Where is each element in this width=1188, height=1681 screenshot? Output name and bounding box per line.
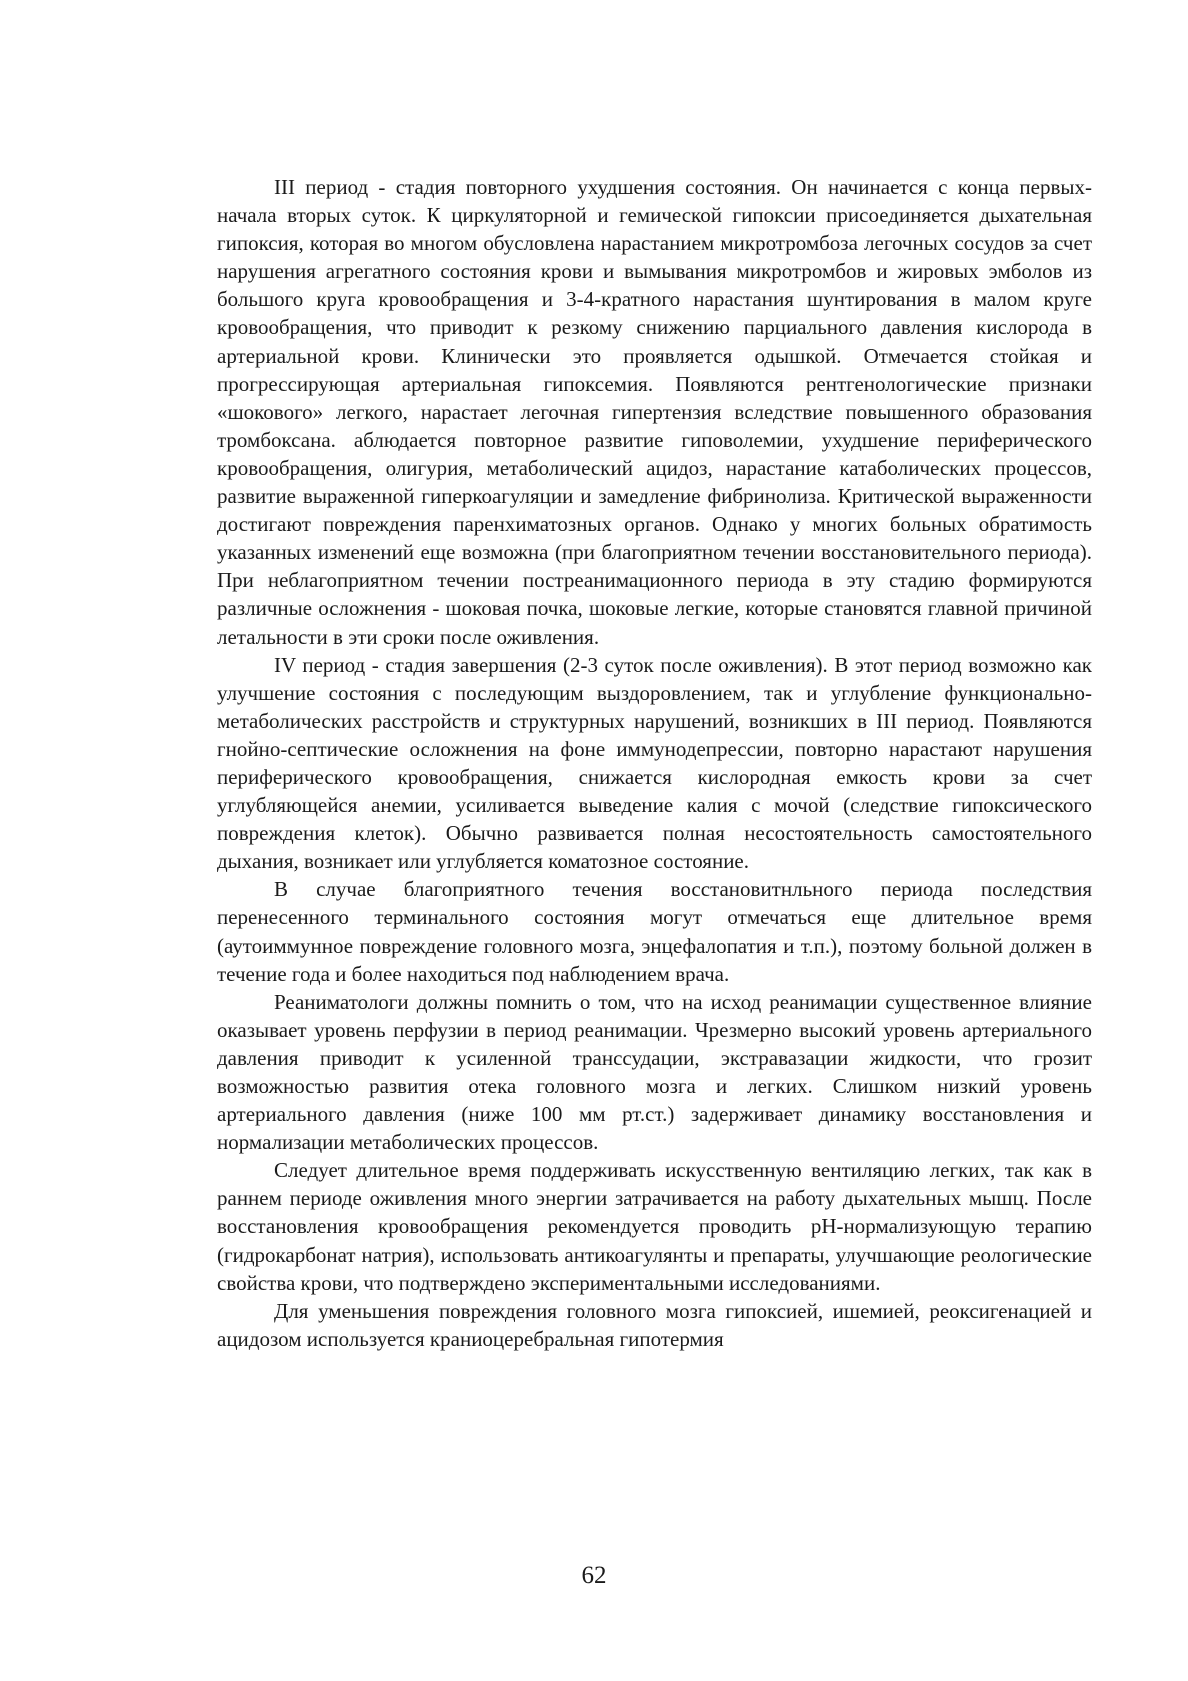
paragraph-hypothermia: Для уменьшения повреждения головного мозга гипоксией, ишемией, реоксигенацией и ацидозом используется краниоцеребральная гипотермия — [217, 1298, 1092, 1351]
document-body — [217, 173, 1092, 1353]
page-number: 62 — [581, 1562, 607, 1589]
paragraph-period-3: III период - стадия повторного ухудшения состояния. Он начинается с конца первых-начала вторых суток. К циркуляторной и гемической гипоксии присоединяется дыхательная гипоксия, которая во многом обусловлена нарастанием микротромбоза легочных сосудов за счет нарушения агрегатного состояния крови и вымывания микротромбов и жировых эмболов из большого круга кровообращения и 3-4-кратного нарастания шунтирования в малом круге кровообращения, что приводит к резкому снижению парциального давления кислорода в артериальной крови. Клинически это проявляется одышкой. Отмечается стойкая и прогрессирующая артериальная гипоксемия. Появляются рентгенологические признаки «шокового» легкого, нарастает легочная гипертензия вследствие повышенного образования тромбоксана. аблюдается повторное развитие гиповолемии, ухудшение периферического кровообращения, олигурия, метаболический ацидоз, нарастание катаболических процессов, развитие выраженной гиперкоагуляции и замедление фибринолиза. Критической выраженности достигают повреждения паренхиматозных органов. Однако у многих больных обратимость указанных изменений еще возможна (при благоприятном течении восстановительного периода). При неблагоприятном течении постреанимационного периода в эту стадию формируются различные осложнения - шоковая почка, шоковые легкие, которые становятся главной причиной летальности в эти сроки после оживления. — [217, 175, 1092, 649]
paragraph-period-4: IV период - стадия завершения (2-3 суток после оживления). В этот период возможно как улучшение состояния с последующим выздоровлением, так и углубление функционально-метаболических расстройств и структурных нарушений, возникших в III период. Появляются гнойно-септические осложнения на фоне иммунодепрессии, повторно нарастают нарушения периферического кровообращения, снижается кислородная емкость крови за счет углубляющейся анемии, усиливается выведение калия с мочой (следствие гипоксического повреждения клеток). Обычно развивается полная несостоятельность самостоятельного дыхания, возникает или углубляется коматозное состояние. — [217, 652, 1092, 874]
paragraph-ventilation: Следует длительное время поддерживать искусственную вентиляцию легких, так как в раннем периоде оживления много энергии затрачивается на работу дыхательных мышц. После восстановления кровообращения рекомендуется проводить рН-нормализующую терапию (гидрокарбонат натрия), использовать антикоагулянты и препараты, улучшающие реологические свойства крови, что подтверждено экспериментальными исследованиями. — [217, 1158, 1092, 1295]
paragraph-perfusion-level: Реаниматологи должны помнить о том, что на исход реанимации существенное влияние оказывает уровень перфузии в период реанимации. Чрезмерно высокий уровень артериального давления приводит к усиленной транссудации, экстравазации жидкости, что грозит возможностью развития отека головного мозга и легких. Слишком низкий уровень артериального давления (ниже 100 мм рт.ст.) задерживает динамику восстановления и нормализации метаболических процессов. — [217, 989, 1092, 1155]
paragraph-favorable-course: В случае благоприятного течения восстановитнльного периода последствия перенесенного терминального состояния могут отмечаться еще длительное время (аутоиммунное повреждение головного мозга, энцефалопатия и т.п.), поэтому больной должен в течение года и более находиться под наблюдением врача. — [217, 877, 1092, 986]
